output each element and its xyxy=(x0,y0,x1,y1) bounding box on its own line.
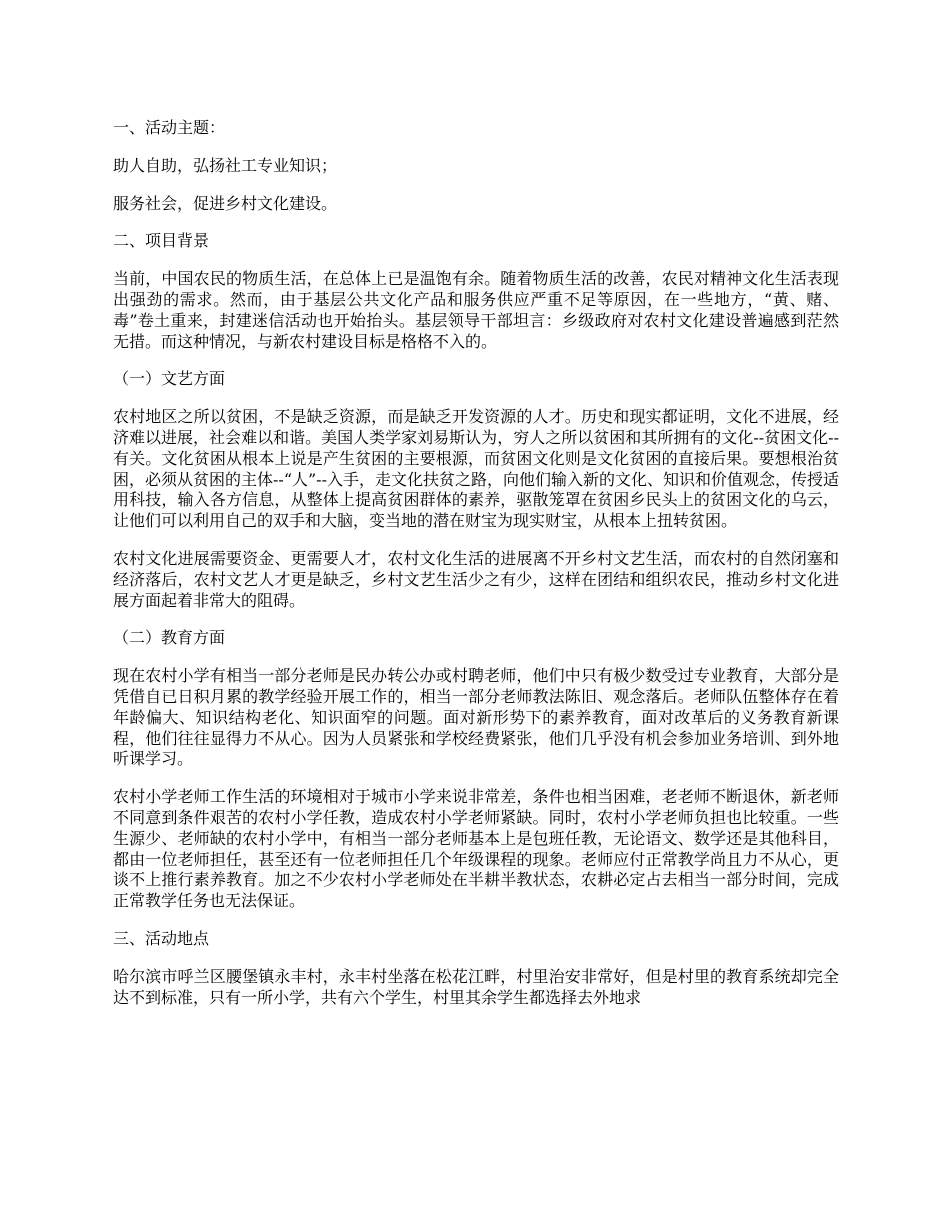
section-heading-theme: 一、活动主题： xyxy=(113,118,226,137)
education-paragraph-1: 现在农村小学有相当一部分老师是民办转公办或村聘老师，他们中只有极少数受过专业教育，大部分是凭借自已日积月累的教学经验开展工作的，相当一部分老师教法陈旧、观念落后。老师队伍整体存在着年龄偏大、知识结构老化、知识面窄的问题。面对新形势下的素养教育，面对改革后的义务教育新课程，他们往往显得力不从心。因为人员紧张和学校经费紧张，他们几乎没有机会参加业务培训、到外地听课学习。 xyxy=(113,666,839,769)
location-paragraph: 哈尔滨市呼兰区腰堡镇永丰村，永丰村坐落在松花江畔，村里治安非常好，但是村里的教育系统却完全达不到标准，只有一所小学，共有六个学生，村里其余学生都选择去外地求 xyxy=(113,966,839,1007)
subsection-heading-education: （二）教育方面 xyxy=(113,628,226,648)
education-paragraph-2: 农村小学老师工作生活的环境相对于城市小学来说非常差，条件也相当困难，老老师不断退休，新老师不同意到条件艰苦的农村小学任教，造成农村小学老师紧缺。同时，农村小学老师负担也比较重。一些生源少、老师缺的农村小学中，有相当一部分老师基本上是包班任教，无论语文、数学还是其他科目，都由一位老师担任，甚至还有一位老师担任几个年级课程的现象。老师应付正常教学尚且力不从心，更谈不上推行素养教育。加之不少农村小学老师处在半耕半教状态，农耕必定占去相当一部分时间，完成正常教学任务也无法保证。 xyxy=(113,787,839,911)
theme-line-1: 助人自助，弘扬社工专业知识； xyxy=(113,155,338,175)
theme-line-2: 服务社会，促进乡村文化建设。 xyxy=(113,193,338,213)
arts-paragraph-1: 农村地区之所以贫困，不是缺乏资源，而是缺乏开发资源的人才。历史和现实都证明，文化不进展，经济难以进展，社会难以和谐。美国人类学家刘易斯认为，穷人之所以贫困和其所拥有的文化--贫困文化--有关。文化贫困从根本上说是产生贫困的主要根源，而贫困文化则是文化贫困的直接后果。要想根治贫困，必须从贫困的主体--“人”--入手，走文化扶贫之路，向他们输入新的文化、知识和价值观念，传授适用科技，输入各方信息，从整体上提高贫困群体的素养，驱散笼罩在贫困乡民头上的贫困文化的乌云，让他们可以利用自己的双手和大脑，变当地的潜在财宝为现实财宝，从根本上扭转贫困。 xyxy=(113,407,839,531)
subsection-heading-arts: （一）文艺方面 xyxy=(113,369,226,389)
document-body xyxy=(113,118,839,1025)
section-heading-location: 三、活动地点 xyxy=(113,928,210,948)
section-heading-background: 二、项目背景 xyxy=(113,231,210,251)
arts-paragraph-2: 农村文化进展需要资金、更需要人才，农村文化生活的进展离不开乡村文艺生活，而农村的自然闭塞和经济落后，农村文艺人才更是缺乏，乡村文艺生活少之有少，这样在团结和组织农民，推动乡村文化进展方面起着非常大的阻碍。 xyxy=(113,548,839,610)
background-paragraph: 当前，中国农民的物质生活，在总体上已是温饱有余。随着物质生活的改善，农民对精神文化生活表现出强劲的需求。然而，由于基层公共文化产品和服务供应严重不足等原因，在一些地方，“黄、赌、毒”卷土重来，封建迷信活动也开始抬头。基层领导干部坦言：乡级政府对农村文化建设普遍感到茫然无措。而这种情况，与新农村建设目标是格格不入的。 xyxy=(113,269,839,351)
